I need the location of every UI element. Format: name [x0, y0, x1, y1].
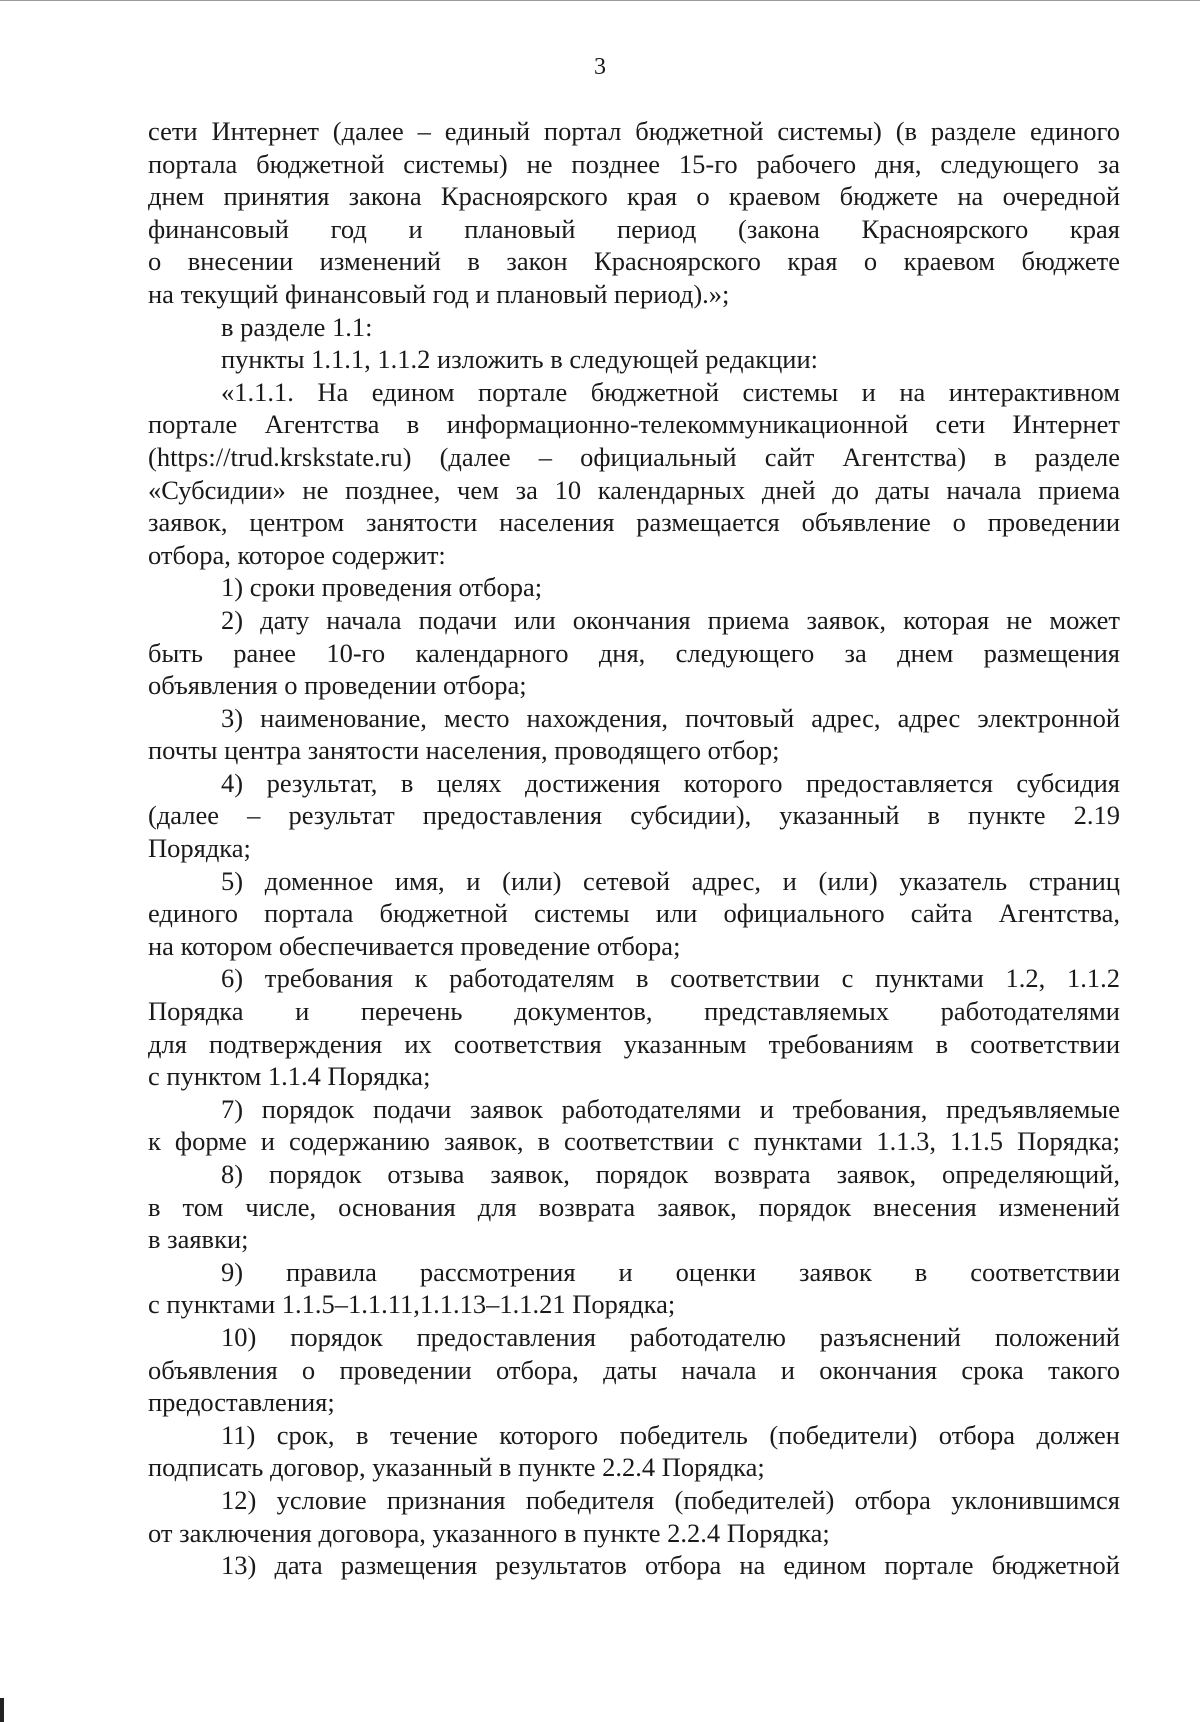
- text-line: портала бюджетной системы) не позднее 15-го рабочего дня, следующего за: [148, 148, 1120, 179]
- text-line: 6) требования к работодателям в соответствии с пунктами 1.2, 1.1.2: [221, 963, 1120, 994]
- text-line: на котором обеспечивается проведение отбора;: [148, 930, 681, 961]
- text-line: пункты 1.1.1, 1.1.2 изложить в следующей редакции:: [221, 344, 819, 375]
- text-line: 9) правила рассмотрения и оценки заявок в соответствии: [221, 1256, 1120, 1287]
- text-line: 5) доменное имя, и (или) сетевой адрес, и (или) указатель страниц: [221, 865, 1120, 896]
- text-line: «1.1.1. На едином портале бюджетной системы и на интерактивном: [221, 376, 1120, 407]
- text-line: быть ранее 10-го календарного дня, следующего за днем размещения: [148, 637, 1120, 668]
- text-line: от заключения договора, указанного в пункте 2.2.4 Порядка;: [148, 1517, 830, 1548]
- text-line: единого портала бюджетной системы или официального сайта Агентства,: [148, 898, 1120, 929]
- document-body: [148, 115, 1120, 1582]
- text-line: финансовый год и плановый период (закона Красноярского края: [148, 213, 1120, 244]
- text-line: Порядка;: [148, 833, 251, 864]
- page-number: 3: [594, 54, 606, 80]
- text-line: 7) порядок подачи заявок работодателями и требования, предъявляемые: [221, 1093, 1120, 1124]
- text-line: Порядка и перечень документов, представляемых работодателями: [148, 996, 1120, 1027]
- text-line: на текущий финансовый год и плановый период).»;: [148, 278, 730, 309]
- text-line: подписать договор, указанный в пункте 2.2.4 Порядка;: [148, 1452, 765, 1483]
- text-line: в заявки;: [148, 1224, 249, 1255]
- text-line: (https://trud.krskstate.ru) (далее – официальный сайт Агентства) в разделе: [148, 441, 1120, 472]
- text-line: с пунктом 1.1.4 Порядка;: [148, 1061, 431, 1092]
- scan-left-edge-mark: [0, 1698, 4, 1722]
- text-line: портале Агентства в информационно-телекоммуникационной сети Интернет: [148, 409, 1120, 440]
- text-line: «Субсидии» не позднее, чем за 10 календарных дней до даты начала приема: [148, 474, 1120, 505]
- text-line: для подтверждения их соответствия указанным требованиям в соответствии: [148, 1028, 1120, 1059]
- text-line: предоставления;: [148, 1387, 335, 1418]
- text-line: объявления о проведении отбора, даты начала и окончания срока такого: [148, 1354, 1120, 1385]
- text-line: в том числе, основания для возврата заявок, порядок внесения изменений: [148, 1191, 1120, 1222]
- text-line: к форме и содержанию заявок, в соответствии с пунктами 1.1.3, 1.1.5 Порядка;: [148, 1126, 1120, 1157]
- text-line: 2) дату начала подачи или окончания приема заявок, которая не может: [221, 604, 1120, 635]
- text-line: 4) результат, в целях достижения которого предоставляется субсидия: [221, 767, 1120, 798]
- text-line: в разделе 1.1:: [221, 311, 373, 342]
- text-line: заявок, центром занятости населения размещается объявление о проведении: [148, 507, 1120, 538]
- text-line: 10) порядок предоставления работодателю разъяснений положений: [221, 1321, 1120, 1352]
- text-line: о внесении изменений в закон Красноярского края о краевом бюджете: [148, 246, 1120, 277]
- text-line: 13) дата размещения результатов отбора на едином портале бюджетной: [221, 1550, 1120, 1581]
- text-line: почты центра занятости населения, проводящего отбор;: [148, 735, 780, 766]
- text-line: 1) сроки проведения отбора;: [221, 572, 543, 603]
- text-line: с пунктами 1.1.5–1.1.11,1.1.13–1.1.21 Порядка;: [148, 1289, 676, 1320]
- text-line: отбора, которое содержит:: [148, 539, 446, 570]
- text-line: 11) срок, в течение которого победитель (победители) отбора должен: [221, 1419, 1120, 1450]
- text-line: 12) условие признания победителя (победителей) отбора уклонившимся: [221, 1484, 1120, 1515]
- text-line: (далее – результат предоставления субсидии), указанный в пункте 2.19: [148, 800, 1120, 831]
- text-line: 3) наименование, место нахождения, почтовый адрес, адрес электронной: [221, 702, 1120, 733]
- text-line: 8) порядок отзыва заявок, порядок возврата заявок, определяющий,: [221, 1159, 1120, 1189]
- scan-top-edge: [0, 0, 1200, 4]
- text-line: днем принятия закона Красноярского края о краевом бюджете на очередной: [148, 181, 1120, 212]
- text-line: объявления о проведении отбора;: [148, 670, 527, 701]
- text-line: сети Интернет (далее – единый портал бюджетной системы) (в разделе единого: [148, 116, 1120, 146]
